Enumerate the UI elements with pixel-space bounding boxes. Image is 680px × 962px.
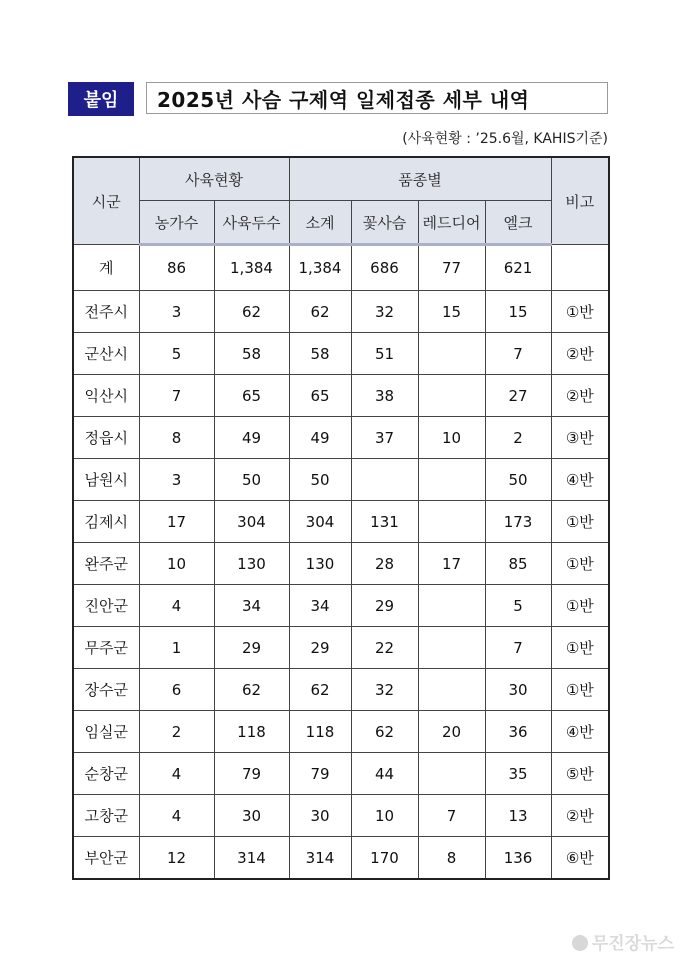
cell-heads: 58 (214, 333, 289, 375)
cell-farms: 2 (139, 711, 214, 753)
cell-region: 전주시 (73, 291, 139, 333)
cell-red: 8 (418, 837, 485, 880)
header-red-deer: 레드디어 (418, 201, 485, 245)
table-row (73, 333, 609, 375)
cell-region: 완주군 (73, 543, 139, 585)
cell-farms: 3 (139, 459, 214, 501)
table-row (73, 543, 609, 585)
cell-region: 무주군 (73, 627, 139, 669)
cell-spotted: 22 (351, 627, 418, 669)
cell-elk: 5 (485, 585, 551, 627)
header-elk: 엘크 (485, 201, 551, 245)
header-heads: 사육두수 (214, 201, 289, 245)
table-row (73, 837, 609, 880)
cell-remarks: ①반 (551, 543, 609, 585)
table-row (73, 753, 609, 795)
table-row (73, 795, 609, 837)
cell-red (418, 333, 485, 375)
cell-region: 임실군 (73, 711, 139, 753)
logo-icon (572, 935, 588, 951)
cell-farms: 6 (139, 669, 214, 711)
header-region: 시군 (73, 157, 139, 245)
cell-heads: 62 (214, 669, 289, 711)
cell-farms: 3 (139, 291, 214, 333)
cell-region: 계 (73, 245, 139, 291)
cell-region: 김제시 (73, 501, 139, 543)
header-spotted-deer: 꽃사슴 (351, 201, 418, 245)
cell-remarks: ①반 (551, 585, 609, 627)
cell-red (418, 669, 485, 711)
cell-remarks: ⑥반 (551, 837, 609, 880)
cell-elk: 35 (485, 753, 551, 795)
cell-remarks (551, 245, 609, 291)
cell-heads: 29 (214, 627, 289, 669)
cell-elk: 36 (485, 711, 551, 753)
cell-farms: 17 (139, 501, 214, 543)
attachment-badge: 붙임 (68, 82, 134, 116)
cell-remarks: ①반 (551, 501, 609, 543)
cell-red: 17 (418, 543, 485, 585)
cell-red (418, 753, 485, 795)
cell-subtotal: 79 (289, 753, 351, 795)
header-farms: 농가수 (139, 201, 214, 245)
table-row (73, 585, 609, 627)
source-note: (사육현황 : ’25.6월, KAHIS기준) (402, 131, 608, 147)
cell-farms: 4 (139, 795, 214, 837)
cell-red (418, 627, 485, 669)
cell-subtotal: 34 (289, 585, 351, 627)
cell-region: 진안군 (73, 585, 139, 627)
cell-subtotal: 30 (289, 795, 351, 837)
cell-subtotal: 58 (289, 333, 351, 375)
cell-spotted (351, 459, 418, 501)
cell-spotted: 170 (351, 837, 418, 880)
cell-red (418, 585, 485, 627)
cell-red (418, 459, 485, 501)
cell-spotted: 28 (351, 543, 418, 585)
cell-elk: 30 (485, 669, 551, 711)
cell-subtotal: 49 (289, 417, 351, 459)
header-stock-group: 사육현황 (139, 157, 289, 201)
table-row (73, 669, 609, 711)
cell-remarks: ⑤반 (551, 753, 609, 795)
cell-farms: 7 (139, 375, 214, 417)
cell-farms: 8 (139, 417, 214, 459)
cell-red: 15 (418, 291, 485, 333)
cell-heads: 314 (214, 837, 289, 880)
document-title: 2025년 사슴 구제역 일제접종 세부 내역 (146, 82, 608, 114)
cell-remarks: ④반 (551, 459, 609, 501)
cell-remarks: ④반 (551, 711, 609, 753)
cell-elk: 50 (485, 459, 551, 501)
cell-subtotal: 50 (289, 459, 351, 501)
cell-farms: 12 (139, 837, 214, 880)
cell-remarks: ②반 (551, 333, 609, 375)
cell-remarks: ②반 (551, 375, 609, 417)
cell-spotted: 32 (351, 291, 418, 333)
cell-heads: 49 (214, 417, 289, 459)
cell-heads: 65 (214, 375, 289, 417)
cell-region: 군산시 (73, 333, 139, 375)
cell-heads: 62 (214, 291, 289, 333)
cell-elk: 27 (485, 375, 551, 417)
cell-spotted: 32 (351, 669, 418, 711)
table-row (73, 501, 609, 543)
cell-region: 고창군 (73, 795, 139, 837)
cell-subtotal: 304 (289, 501, 351, 543)
cell-spotted: 38 (351, 375, 418, 417)
watermark-text: 무진장뉴스 (591, 934, 674, 954)
cell-farms: 4 (139, 753, 214, 795)
cell-spotted: 131 (351, 501, 418, 543)
table-row (73, 375, 609, 417)
cell-subtotal: 62 (289, 291, 351, 333)
cell-spotted: 51 (351, 333, 418, 375)
cell-farms: 1 (139, 627, 214, 669)
cell-remarks: ①반 (551, 669, 609, 711)
cell-farms: 10 (139, 543, 214, 585)
cell-elk: 7 (485, 627, 551, 669)
cell-heads: 79 (214, 753, 289, 795)
cell-heads: 50 (214, 459, 289, 501)
cell-heads: 34 (214, 585, 289, 627)
cell-elk: 7 (485, 333, 551, 375)
cell-heads: 118 (214, 711, 289, 753)
cell-spotted: 686 (351, 245, 418, 291)
cell-farms: 4 (139, 585, 214, 627)
cell-subtotal: 65 (289, 375, 351, 417)
cell-subtotal: 62 (289, 669, 351, 711)
header-subtotal: 소계 (289, 201, 351, 245)
cell-elk: 13 (485, 795, 551, 837)
cell-heads: 1,384 (214, 245, 289, 291)
cell-elk: 85 (485, 543, 551, 585)
cell-elk: 173 (485, 501, 551, 543)
cell-elk: 136 (485, 837, 551, 880)
cell-region: 정읍시 (73, 417, 139, 459)
table-row (73, 627, 609, 669)
cell-subtotal: 130 (289, 543, 351, 585)
cell-region: 장수군 (73, 669, 139, 711)
table-row (73, 711, 609, 753)
cell-red: 77 (418, 245, 485, 291)
cell-subtotal: 118 (289, 711, 351, 753)
cell-subtotal: 29 (289, 627, 351, 669)
cell-subtotal: 1,384 (289, 245, 351, 291)
cell-heads: 130 (214, 543, 289, 585)
table-row (73, 291, 609, 333)
cell-red: 7 (418, 795, 485, 837)
cell-remarks: ②반 (551, 795, 609, 837)
total-row (73, 245, 609, 291)
vaccination-table (72, 156, 610, 880)
cell-spotted: 37 (351, 417, 418, 459)
table-row (73, 417, 609, 459)
cell-elk: 621 (485, 245, 551, 291)
cell-elk: 2 (485, 417, 551, 459)
cell-region: 부안군 (73, 837, 139, 880)
cell-red: 20 (418, 711, 485, 753)
cell-region: 남원시 (73, 459, 139, 501)
cell-farms: 5 (139, 333, 214, 375)
cell-red: 10 (418, 417, 485, 459)
cell-spotted: 10 (351, 795, 418, 837)
cell-region: 순창군 (73, 753, 139, 795)
news-watermark (572, 929, 674, 954)
header-remarks: 비고 (551, 157, 609, 245)
header-breed-group: 품종별 (289, 157, 551, 201)
cell-spotted: 44 (351, 753, 418, 795)
cell-spotted: 62 (351, 711, 418, 753)
cell-remarks: ①반 (551, 291, 609, 333)
cell-heads: 30 (214, 795, 289, 837)
cell-elk: 15 (485, 291, 551, 333)
cell-remarks: ①반 (551, 627, 609, 669)
table-row (73, 459, 609, 501)
cell-region: 익산시 (73, 375, 139, 417)
cell-subtotal: 314 (289, 837, 351, 880)
cell-red (418, 375, 485, 417)
cell-spotted: 29 (351, 585, 418, 627)
cell-farms: 86 (139, 245, 214, 291)
cell-heads: 304 (214, 501, 289, 543)
cell-remarks: ③반 (551, 417, 609, 459)
cell-red (418, 501, 485, 543)
